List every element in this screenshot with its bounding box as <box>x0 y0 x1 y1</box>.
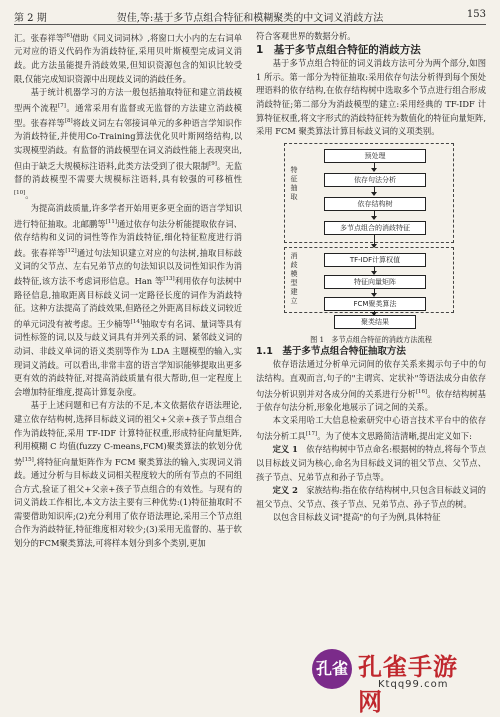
watermark-brand: 孔雀手游网 <box>358 653 458 716</box>
definition-1: 定义 1 依存结构树中节点命名:根据树的特点,将每个节点以目标歧义词为核心,命名为目标歧义词的祖父节点、父节点、孩子节点、兄弟节点和孙子节点等。 <box>256 444 486 482</box>
watermark-url: Ktqq99.com <box>378 679 449 690</box>
right-column <box>256 30 486 525</box>
paragraph: 基于上述问题和已有方法的不足,本文依据依存语法理论,建立依存结构树,选择目标歧义词的祖父+父亲+孩子节点组合作为消歧特征,采用 TF-IDF 计算特征权重,形成特征向量矩阵,利用模糊 C 均值(fuzzy C-means,FCM)聚类算法的软划分优势[15],将特征向量矩阵作为 FCM 聚类算法的输入,实现词义消歧。通过分析与目标歧义词相关程度较大的所有节点的不同组合方式,验证了祖父+父亲+孩子节点组合的有效性。与现有的词义消歧工作相比,本文方法主要有三种优势:(1)特征抽取时不需要借助知识库;(2)充分利用了依存语法理论,采用三个节点组合作为消歧特征,特征维度相对较少;(3)采用无监督的、基于软划分的FCM聚类算法,可将样本划分到多个类别,更加 <box>14 400 242 549</box>
flow-arrow <box>374 235 375 247</box>
paragraph: 基于多节点组合特征的词义消歧方法可分为两个部分,如图 1 所示。第一部分为特征抽取:采用依存句法分析得到每个预处理语料的依存结构,在依存结构树中选取多个节点进行组合形成消歧特征;第二部分为消歧模型的建立:采用经典的 TF-IDF 计算特征权重,将文字形式的消歧特征转为数值化的特征向量矩阵,采用 FCM 聚类算法计算目标歧义词的义项类别。 <box>256 58 486 137</box>
flow-box-output: 聚类结果 <box>334 315 416 329</box>
left-column <box>14 30 242 551</box>
stage-label: 消歧模型建立 <box>290 251 298 305</box>
running-title: 贺佳,等:基于多节点组合特征和模糊聚类的中文词义消歧方法 <box>116 13 384 24</box>
subsection-heading: 1.1 基于多节点组合特征抽取方法 <box>256 345 406 357</box>
flow-arrow <box>374 267 375 274</box>
flowchart-figure <box>256 143 486 343</box>
flowchart <box>284 143 454 328</box>
stage-label: 特征抽取 <box>290 165 298 201</box>
figure-caption: 图 1 多节点组合特征的消歧方法流程 <box>310 334 432 344</box>
flow-box: FCM聚类算法 <box>324 297 426 311</box>
flow-arrow <box>374 163 375 171</box>
section-heading: 1 基于多节点组合特征的消歧方法 <box>256 43 421 56</box>
flow-box: 依存结构树 <box>324 197 426 211</box>
flow-box: 预处理 <box>324 149 426 163</box>
issue-number: 第 2 期 <box>14 13 47 24</box>
paragraph: 汇。张春祥等[6]借助《同义词词林》,将窗口大小内的左右词单元对应的语义代码作为消歧特征,采用贝叶斯模型完成词义消歧。此方法虽能提升消歧效果,但知识资源包含的知识比较受限,仅能完成知识资源中出现歧义词的消歧任务。 <box>14 32 242 84</box>
paragraph: 基于统计机器学习的方法一般包括抽取特征和建立消歧模型两个流程[7]。通常采用有监督或无监督的方法建立消歧模型。张春祥等[8]将歧义词左右邻接词单元的多种语言学知识作为消歧特征,并使用Co-Training算法优化贝叶斯网络结构,以实现模型消歧。有监督的消歧模型在词义消歧性能上表现突出,但由于缺乏大规模标注语料,此类方法受到了很大限制[9]。无监督的消歧模型不需要大规模标注语料,具有较强的可移植性[10]。 <box>14 87 242 200</box>
paragraph: 本文采用哈工大信息检索研究中心语言技术平台中的依存句法分析工具[17]。为了使本文思路简洁清晰,提出定义如下: <box>256 415 486 441</box>
page-number: 153 <box>466 9 486 20</box>
running-header <box>14 8 486 25</box>
flow-box: TF-IDF计算权值 <box>324 253 426 267</box>
peacock-logo-icon: 孔雀 <box>312 649 352 689</box>
flow-box: 依存句法分析 <box>324 173 426 187</box>
flow-arrow <box>374 289 375 296</box>
paragraph: 为提高消歧质量,许多学者开始用更多更全面的语言学知识进行特征抽取。北邮鹏等[11]通过依存句法分析能提取依存词、依存结构和义词的词性等作为消歧特征,细化特征粒度进行消歧。张春祥等[12]通过句法知识建立对应的句法树,抽取目标歧义词的父节点、左右兄弟节点的句法知识以及词性知识作为消歧特征,该方法不考虑词形信息。Han 等[13]利用依存句法树中路径信息,抽取距离目标歧义词一定路径长度的词作为消歧特征。这种方法提高了消歧效果,但路径之外距离目标歧义词较近的单元词没有被考虑。王少楠等[14]抽取专有名词、量词等具有词性标签的词,以及与歧义词具有并列关系的词、紧邻歧义词的动词、非歧义单词的语义类别等作为 LDA 主题模型的输入,实现词义消歧。可以看出,非常丰富的语言学知识能够提取出更多更有效的消歧特征,对提高消歧质量有很大帮助,但一定程度上会增加特征维度,提高计算复杂度。 <box>14 202 242 397</box>
flow-box: 特征向量矩阵 <box>324 275 426 289</box>
paragraph: 依存语法通过分析单元词间的依存关系来揭示句子中的句法结构。直观而言,句子的"主谓宾、定状补"等语法成分由依存句法分析识别并对各成分间的关系进行分析[16]。依存结构树基于依存句法分析,形象化地展示了词之间的关系。 <box>256 359 486 412</box>
paragraph: 以包含目标歧义词"提高"的句子为例,具体特征 <box>272 512 441 523</box>
flow-arrow <box>374 187 375 195</box>
flow-arrow <box>374 211 375 219</box>
definition-2: 定义 2 家族结构:指在依存结构树中,只包含目标歧义词的祖父节点、父节点、孩子节点、兄弟节点、孙子节点的树。 <box>256 485 486 509</box>
paragraph: 符合客观世界的数据分析。 <box>256 31 356 41</box>
flow-box: 多节点组合的消歧特征 <box>324 221 426 235</box>
watermark-logo <box>312 647 482 716</box>
